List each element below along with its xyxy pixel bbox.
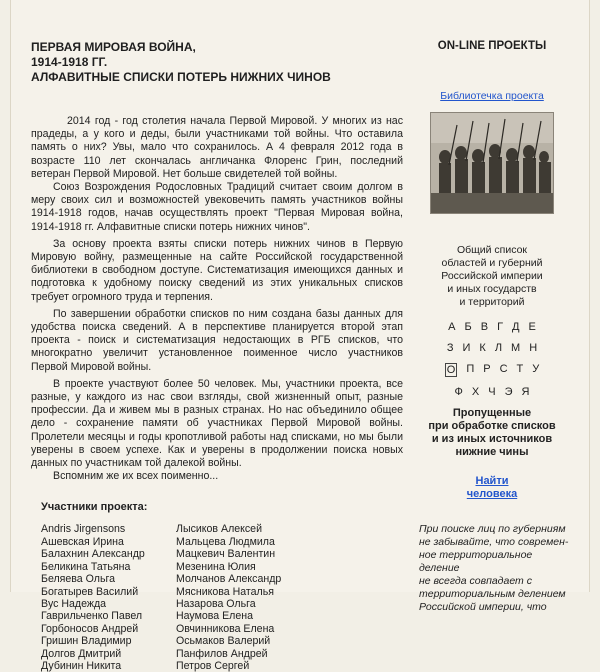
note-line: При поиске лиц по губерниям <box>419 523 566 535</box>
participant: Наумова Елена <box>176 610 254 623</box>
participant: Назарова Ольга <box>176 597 256 610</box>
letter-link[interactable]: В <box>480 321 489 333</box>
letter-link[interactable]: У <box>532 363 540 375</box>
participant: Мальцева Людмила <box>176 535 275 548</box>
letter-link[interactable]: Р <box>483 363 491 375</box>
note-line: территориальным делением <box>419 588 566 600</box>
paragraph-2: Союз Возрождения Родословных Традиций считает своим долгом в меру своих сил и возможностей увековечить память участников войны 1914-1918 годов, начав осуществлять проект "Первая Мировая война, 1914-1918 гг. Алфавитные списки потерь нижних чинов". <box>31 181 403 233</box>
missed-line: и из иных источников <box>431 433 553 445</box>
letter-link[interactable]: К <box>479 342 486 354</box>
letter-link[interactable]: П <box>466 363 475 375</box>
general-list-link[interactable] <box>411 244 573 309</box>
paragraph-5: В проекте участвуют более 50 человек. Мы, участники проекта, все разные, у каждого из нас свои взгляды, свой жизненный опыт, разные профессии. Да и живем мы в разных странах. Но нас объединило общее дело - сохранение памяти об участниках Первой Мировой войны. Пролетели месяцы и годы кропотливой работы над списками, но мы были уверены в своем успехе. Как и уверены в продолжении поиска новых данных по участникам той далекой войны. <box>31 377 403 470</box>
participant: Панфилов Андрей <box>176 647 268 660</box>
participant: Мясникова Наталья <box>176 585 274 598</box>
participant: Беликина Татьяна <box>41 560 131 573</box>
participant: Беляева Ольга <box>41 573 115 586</box>
participants-column-1 <box>41 523 176 672</box>
letter-link[interactable]: М <box>511 342 521 354</box>
main-content <box>31 40 403 672</box>
paragraph-6: Вспомним же их всех поименно... <box>53 470 219 483</box>
participant: Ашевская Ирина <box>41 535 124 548</box>
soldiers-photo-illustration <box>431 113 553 213</box>
missed-line: при обработке списков <box>428 420 556 432</box>
participant: Гаврильченко Павел <box>41 610 143 623</box>
participant: Богатырев Василий <box>41 585 139 598</box>
page-title <box>31 40 403 85</box>
letter-link[interactable]: З <box>446 342 454 354</box>
title-line-1: ПЕРВАЯ МИРОВАЯ ВОЙНА, <box>31 40 196 54</box>
general-list-line: Российской империи <box>441 270 543 282</box>
participant: Балахнин Александр <box>41 548 145 561</box>
find-person-link[interactable] <box>411 475 573 501</box>
letter-link[interactable]: Х <box>471 386 480 398</box>
participant: Молчанов Александр <box>176 573 282 586</box>
sidebar <box>411 40 573 614</box>
note-line: Российской империи, что <box>419 601 547 613</box>
note-line: не забывайте, что современ- <box>419 536 569 548</box>
alphabet-row <box>411 321 573 333</box>
participants-column-2 <box>176 523 311 672</box>
general-list-line: областей и губерний <box>441 257 543 269</box>
historic-photo <box>430 112 554 214</box>
participant: Овчинникова Елена <box>176 622 275 635</box>
letter-link[interactable]: Ч <box>488 386 496 398</box>
participant: Мезенина Юлия <box>176 560 256 573</box>
letter-link[interactable]: Э <box>504 386 513 398</box>
library-link[interactable]: Библиотечка проекта <box>440 90 544 102</box>
participant: Гришин Владимир <box>41 635 132 648</box>
find-line: человека <box>466 488 518 500</box>
participant: Вус Надежда <box>41 597 107 610</box>
alphabet-row <box>411 386 573 398</box>
participant: Дубинин Никита <box>41 659 122 672</box>
letter-link-focused[interactable]: О <box>446 364 456 376</box>
participants-list <box>41 523 403 672</box>
alphabet-row <box>411 342 573 354</box>
letter-link[interactable]: И <box>462 342 471 354</box>
paragraph-4: По завершении обработки списков по ним создана базы данных для удобства поиска сведений. А в перспективе планируется второй этап проекта - поиск и систематизация недостающих в РГБ списков, что многократно увеличит установленное поименное число участников Первой Мировой войны. <box>31 307 403 373</box>
missed-line: нижние чины <box>455 446 529 458</box>
title-line-2: 1914-1918 ГГ. <box>31 55 108 69</box>
participant: Долгов Дмитрий <box>41 647 122 660</box>
participant: Мацкевич Валентин <box>176 548 276 561</box>
sidebar-heading: ON-LINE ПРОЕКТЫ <box>437 40 547 52</box>
alphabet-index <box>411 321 573 398</box>
letter-link[interactable]: Г <box>497 321 504 333</box>
participants-title: Участники проекта: <box>41 501 148 514</box>
letter-link[interactable]: Н <box>529 342 538 354</box>
participant: Осьмаков Валерий <box>176 635 271 648</box>
letter-link[interactable]: Е <box>528 321 536 333</box>
missed-soldiers-link[interactable] <box>411 407 573 459</box>
find-line: Найти <box>475 475 509 487</box>
letter-link[interactable]: Б <box>464 321 472 333</box>
general-list-line: Общий список <box>456 244 528 256</box>
letter-link[interactable]: Т <box>516 363 524 375</box>
paragraph-1: 2014 год - год столетия начала Первой Мировой. У многих из нас прадеды, а у кого и деды, были участниками той войны. Что оставила память о них? Увы, мало что сохранилось. А 4 февраля 2012 года в возрасте 110 лет скончалась англичанка Флоренс Грин, последний ветеран Первой Мировой. Нет больше свидетелей той войны. <box>31 115 403 180</box>
participant: Лысиков Алексей <box>176 523 262 536</box>
alphabet-row <box>411 363 573 377</box>
search-note <box>419 523 573 614</box>
note-line: ное территориальное деление <box>419 549 533 574</box>
general-list-line: и иных государств <box>447 283 537 295</box>
missed-line: Пропущенные <box>452 407 532 419</box>
letter-link[interactable]: Я <box>521 386 530 398</box>
participant: Петров Сергей <box>176 659 250 672</box>
letter-link[interactable]: Л <box>494 342 503 354</box>
letter-link[interactable]: С <box>499 363 508 375</box>
page <box>10 0 590 672</box>
letter-link[interactable]: А <box>448 321 456 333</box>
general-list-line: и территорий <box>459 296 525 308</box>
participant: Горбоносов Андрей <box>41 622 139 635</box>
letter-link[interactable]: Ф <box>454 386 463 398</box>
participant: Andris Jirgensons <box>41 523 126 536</box>
letter-link[interactable]: Д <box>512 321 520 333</box>
note-line: не всегда совпадает с <box>419 575 532 587</box>
title-line-3: АЛФАВИТНЫЕ СПИСКИ ПОТЕРЬ НИЖНИХ ЧИНОВ <box>31 70 331 84</box>
paragraph-3: За основу проекта взяты списки потерь нижних чинов в Первую Мировую войну, размещенные на сайте Российской государственной библиотеки в свободном доступе. Систематизация имеющихся данных и подготовка к удобному поиску сведений из этих уникальных списков требует огромного труда и терпения. <box>31 237 403 303</box>
